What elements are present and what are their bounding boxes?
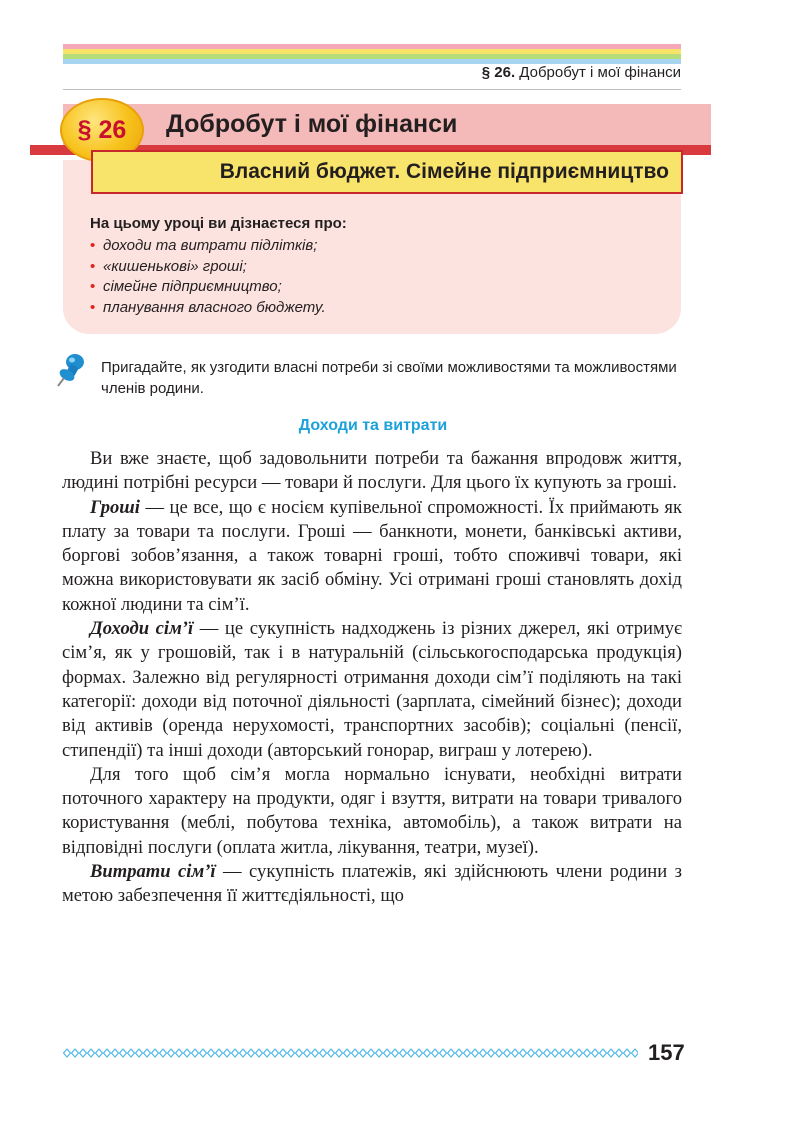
goal-text: доходи та витрати підлітків;: [103, 237, 318, 254]
goal-text: «кишенькові» гроші;: [103, 257, 247, 275]
paragraph: Ви вже знаєте, щоб задовольнити потреби та бажання впродовж життя, людині потрібні ресурси — товари й послуги. Для цього їх купують за гроші.: [62, 448, 682, 494]
running-head-title: Добробут і мої фінанси: [519, 64, 681, 81]
term: Витрати сім’ї: [90, 861, 216, 883]
running-head-rule: [63, 89, 681, 90]
lesson-subtitle: Власний бюджет. Сімейне підприємництво: [91, 150, 683, 194]
reminder-text: Пригадайте, як узгодити власні потреби зі своїми можливостями та можливостями членів родини.: [101, 359, 677, 397]
lesson-goals: [90, 215, 650, 318]
body-text: [62, 447, 682, 909]
paragraph: [62, 617, 682, 763]
section-heading: Доходи та витрати: [298, 417, 448, 434]
goals-list: [90, 236, 650, 318]
paragraph-text: — це все, що є носієм купівельної спроможності. Їх приймають як плату за товари та послуги. Гроші — банкноти, монети, банківські активи, боргові зобов’язання, а також товарні гроші, тобто споживчі товари, які можна використовувати як засіб обміну. Усі отримані гроші становлять дохід кожної людини та сім’ї.: [62, 496, 682, 615]
bullet-icon: •: [90, 298, 96, 316]
paragraph: [62, 496, 682, 617]
term: Гроші: [90, 496, 140, 518]
list-item: [90, 257, 650, 278]
paragraph: [62, 860, 682, 909]
term: Доходи сім’ї: [90, 618, 194, 640]
list-item: [90, 277, 650, 298]
goal-text: планування власного бюджету.: [103, 298, 326, 316]
pushpin-icon: [56, 353, 88, 387]
paragraph-text: — сукупність платежів, які здійснюють члени родини з метою забезпечення її життєдіяльності, що: [62, 861, 682, 907]
page-number: 157: [648, 1040, 685, 1065]
top-color-stripes: [63, 44, 681, 64]
goal-text: сімейне підприємництво;: [103, 278, 282, 295]
goals-heading: На цьому уроці ви дізнаєтеся про:: [90, 215, 347, 232]
section-badge: § 26: [60, 98, 144, 162]
running-head: [482, 64, 681, 81]
bullet-icon: •: [90, 237, 96, 254]
footer-ornament: [63, 1046, 638, 1060]
paragraph: Для того щоб сім’я могла нормально існувати, необхідні витрати поточного характеру на продукти, одяг і взуття, витрати на товари тривалого користування (меблі, побутова техніка, автомобіль), а також витрати на відповідні послуги (оплата житла, лікування, театри, музеї).: [62, 763, 682, 858]
section-title: Добробут і мої фінанси: [166, 110, 458, 138]
paragraph-text: — це сукупність надходжень із різних джерел, які отримує сім’я, як у грошовій, так і в натуральній (сільськогосподарська продукція) формах. Залежно від регулярності отримання доходи сім’ї поділяють на такі категорії: доходи від поточної діяльності (зарплата, сімейний бізнес); доходи від активів (оренда нерухомості, транспортних засобів); соціальні (пенсії, стипендії) та інші доходи (авторський гонорар, виграш у лотерею).: [62, 618, 682, 761]
bullet-icon: •: [90, 278, 96, 295]
running-head-number: § 26.: [481, 64, 516, 81]
list-item: [90, 298, 650, 319]
bullet-icon: •: [90, 257, 96, 275]
list-item: [90, 236, 650, 257]
